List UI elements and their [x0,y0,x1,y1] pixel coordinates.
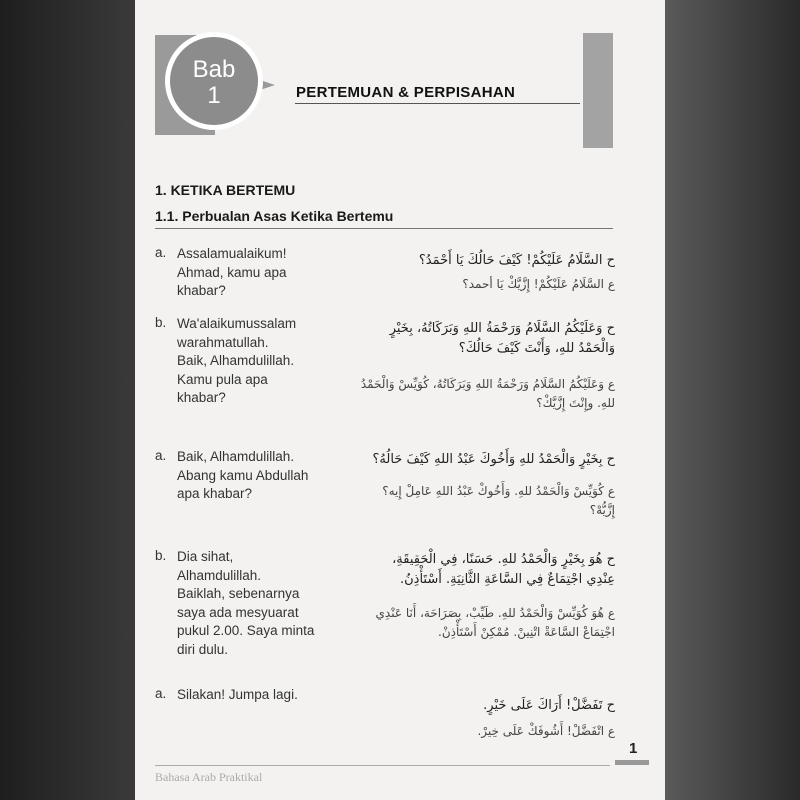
subsection-divider [155,228,613,229]
background-right [665,0,800,800]
speaker-letter: b. [155,548,167,563]
speaker-letter: a. [155,686,167,701]
page-number-bar [615,760,649,765]
footer-text: Bahasa Arab Praktikal [155,770,263,784]
chapter-label: Bab [192,56,236,83]
background-left [0,0,135,800]
chapter-title: PERTEMUAN & PERPISAHAN [296,84,516,101]
malay-text: Assalamualaikum! Ahmad, kamu apa khabar? [177,246,287,298]
speaker-letter: b. [155,315,167,330]
arabic-fusha: ح وَعَلَيْكُمُ السَّلَامُ وَرَحْمَةُ اللهِ وَبَرَكَاتُهُ، بِخَيْرٍ وَالْحَمْدُ للهِ، وَأَنْتَ كَيْفَ حَالُكَ؟ [389,321,615,356]
footer-divider [155,765,610,766]
arabic-fusha: ح بِخَيْرٍ وَالْحَمْدُ للهِ وَأَخُوكَ عَبْدُ اللهِ كَيْفَ حَالُهُ؟ [372,452,615,467]
arabic-amiya: ع كُوَيِّسْ وَالْحَمْدُ للهِ. وَأَخُوكْ عَبْدُ اللهِ عَامِلْ إِيه؟ إِزَّيُّهْ؟ [382,484,615,517]
arabic-fusha: ح تَفَضَّلْ! أَرَاكَ عَلَى خَيْرٍ. [483,698,615,713]
malay-text: Silakan! Jumpa lagi. [177,687,298,702]
header-side-bar [583,33,613,148]
chapter-badge [165,32,263,130]
arabic-fusha: ح السَّلَامُ عَلَيْكُمْ! كَيْفَ حَالُكَ يَا أَحْمَدُ؟ [418,253,615,268]
section-heading: 1. KETIKA BERTEMU [155,182,296,198]
speaker-letter: a. [155,448,167,463]
arabic-amiya: ع اتْفَضَّلْ! أَشُوفَكْ عَلَى خِيرْ. [477,724,615,738]
speaker-letter: a. [155,245,167,260]
title-divider [295,103,580,104]
malay-text: Wa'alaikumussalam warahmatullah. Baik, Alhamdulillah. Kamu pula apa khabar? [177,316,297,405]
malay-text: Dia sihat, Alhamdulillah. Baiklah, sebenarnya saya ada mesyuarat pukul 2.00. Saya minta diri dulu. [177,549,315,657]
arabic-amiya: ع وَعَلَيْكُمُ السَّلَامُ وَرَحْمَةُ اللهِ وَبَرَكَاتُهُ، كُوَيِّسْ وَالْحَمْدُ للهِ. وإِنْتَ إِزَّيَّكْ؟ [360,377,615,410]
arabic-amiya: ع هُوَ كُوَيِّسْ وَالْحَمْدُ للهِ. طَيِّبْ، بِصَرَاحَة، أَنَا عَنْدِي اجْتِمَاعْ السَّاعَةْ اتْنِينْ. مُمْكِنْ أَسْتَأْذِنْ. [375,606,615,639]
arabic-fusha: ح هُوَ بِخَيْرٍ وَالْحَمْدُ للهِ. حَسَنًا، فِي الْحَقِيقَةِ، عِنْدِي اجْتِمَاعٌ فِي السَّاعَةِ الثَّانِيَةِ. أَسْتَأْذِنُ. [392,552,615,587]
subsection-heading: 1.1. Perbualan Asas Ketika Bertemu [155,208,394,224]
book-page [135,0,665,800]
chapter-number: 1 [207,82,221,109]
arabic-amiya: ع السَّلَامُ عَلَيْكُمْ! إِزَّيَّكْ يَا أحمد؟ [462,277,615,291]
malay-text: Baik, Alhamdulillah. Abang kamu Abdullah apa khabar? [177,449,309,501]
page-number: 1 [629,740,638,757]
